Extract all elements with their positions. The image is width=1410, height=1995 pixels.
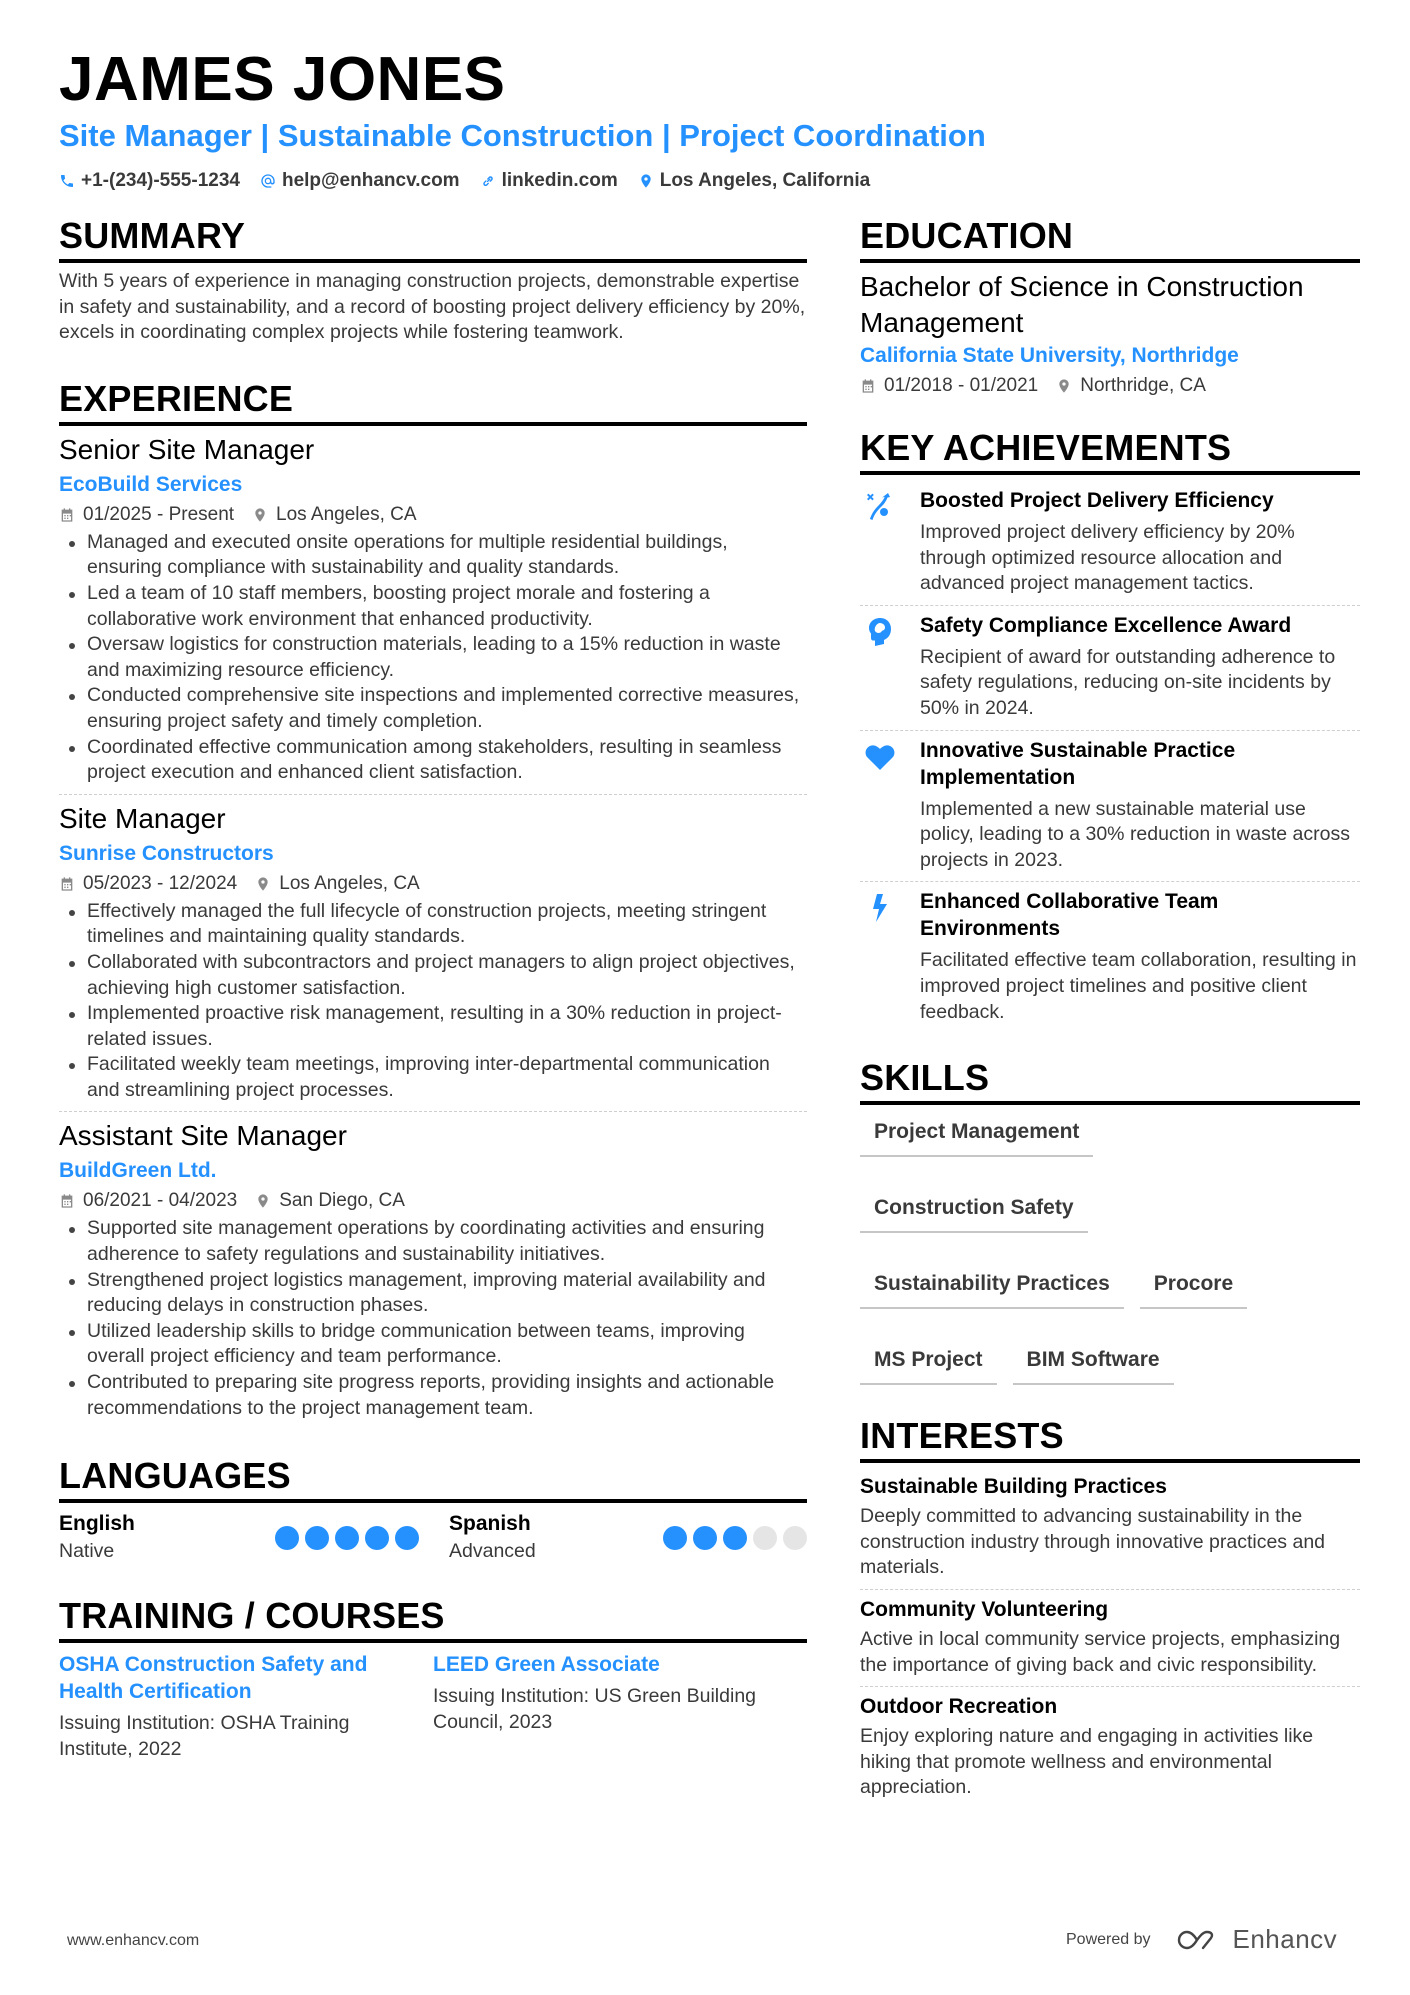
candidate-name: JAMES JONES xyxy=(59,45,506,114)
calendar-icon xyxy=(59,1193,75,1209)
education-dates-text: 01/2018 - 01/2021 xyxy=(884,375,1039,396)
heart-icon xyxy=(864,741,896,773)
job-dates-text: 06/2021 - 04/2023 xyxy=(83,1190,238,1212)
contact-row xyxy=(59,168,1359,194)
contact-phone[interactable] xyxy=(59,168,240,194)
skill-tag: Procore xyxy=(1140,1265,1247,1309)
dot-filled xyxy=(693,1526,717,1550)
dot-filled xyxy=(305,1526,329,1550)
school: California State University, Northridge xyxy=(860,344,1239,367)
bullet: Oversaw logistics for construction materials, leading to a 15% reduction in waste and maximizing resource efficiency. xyxy=(59,632,807,683)
skills-section xyxy=(860,1057,1360,1385)
interest-desc: Deeply committed to advancing sustainability in the construction industry through innovative practices and materials. xyxy=(860,1505,1326,1579)
language-name: Spanish xyxy=(449,1512,531,1536)
dot-filled xyxy=(335,1526,359,1550)
location-icon xyxy=(1056,378,1072,394)
location-text: Los Angeles, California xyxy=(659,170,871,191)
proficiency-dots xyxy=(275,1511,419,1565)
job-entry xyxy=(59,794,807,1112)
section-title-summary: SUMMARY xyxy=(59,215,807,263)
job-meta xyxy=(59,1188,807,1214)
bullet: Utilized leadership skills to bridge communication between teams, improving overall project efficiency and team performance. xyxy=(59,1319,807,1370)
location-icon xyxy=(252,507,268,523)
language-level: Native xyxy=(59,1540,115,1563)
achievement-item xyxy=(860,481,1360,605)
job-location-text: Los Angeles, CA xyxy=(276,503,417,525)
resume-header xyxy=(59,44,1359,194)
achievement-item xyxy=(860,881,1360,1033)
job-company: EcoBuild Services xyxy=(59,472,243,496)
job-bullets xyxy=(59,899,807,1104)
job-entry xyxy=(59,1111,807,1429)
course-title: LEED Green Associate xyxy=(433,1653,660,1677)
job-dates xyxy=(59,871,237,897)
skill-tag: Project Management xyxy=(860,1113,1093,1157)
language-item xyxy=(59,1511,449,1565)
achievement-desc: Recipient of award for outstanding adherence to safety regulations, reducing on-site incidents by 50% in 2024. xyxy=(920,645,1336,719)
interest-item xyxy=(860,1686,1360,1809)
brain-head-icon xyxy=(864,616,896,648)
bullet: Managed and executed onsite operations for multiple residential buildings, ensuring compliance with sustainability and quality standards. xyxy=(59,530,807,581)
course-desc: Issuing Institution: OSHA Training Institute, 2022 xyxy=(59,1712,350,1760)
dot-empty xyxy=(753,1526,777,1550)
section-title-achievements: KEY ACHIEVEMENTS xyxy=(860,427,1360,475)
location-icon xyxy=(255,1193,271,1209)
contact-linkedin[interactable] xyxy=(480,168,618,194)
education-section xyxy=(860,215,1360,399)
brand-name: Enhancv xyxy=(1232,1924,1338,1954)
bullet: Implemented proactive risk management, resulting in a 30% reduction in project-related issues. xyxy=(59,1001,807,1052)
enhancv-logo[interactable] xyxy=(1175,1924,1338,1955)
bullet: Collaborated with subcontractors and project managers to align project objectives, achieving high customer satisfaction. xyxy=(59,950,807,1001)
phone-icon xyxy=(59,173,75,189)
bullet: Supported site management operations by coordinating activities and ensuring adherence to safety regulations and sustainability initiatives. xyxy=(59,1216,807,1267)
bullet: Facilitated weekly team meetings, improving inter-departmental communication and streamlining project processes. xyxy=(59,1052,807,1103)
interest-desc: Enjoy exploring nature and engaging in activities like hiking that promote wellness and environmental appreciation. xyxy=(860,1725,1314,1799)
job-bullets xyxy=(59,530,807,786)
section-title-training: TRAINING / COURSES xyxy=(59,1595,807,1643)
interest-title: Community Volunteering xyxy=(860,1597,1109,1621)
job-dates-text: 01/2025 - Present xyxy=(83,503,235,525)
bullet: Coordinated effective communication among stakeholders, resulting in seamless project execution and enhanced client satisfaction. xyxy=(59,735,807,786)
job-meta xyxy=(59,871,807,897)
interest-desc: Active in local community service projects, emphasizing the importance of giving back and civic responsibility. xyxy=(860,1627,1341,1676)
achievement-title: Enhanced Collaborative Team Environments xyxy=(920,890,1219,941)
proficiency-dots xyxy=(663,1511,807,1565)
skill-tag: Sustainability Practices xyxy=(860,1265,1124,1309)
powered-by-label: Powered by xyxy=(1066,1930,1151,1948)
languages-section xyxy=(59,1455,807,1565)
bullet: Conducted comprehensive site inspections and implemented corrective measures, ensuring project safety and timely completion. xyxy=(59,683,807,734)
education-location-text: Northridge, CA xyxy=(1080,375,1206,396)
interest-item xyxy=(860,1589,1360,1686)
linkedin-text: linkedin.com xyxy=(501,170,618,191)
contact-email[interactable] xyxy=(260,168,460,194)
location-icon xyxy=(638,173,654,189)
skill-tag: Construction Safety xyxy=(860,1189,1088,1233)
summary-text: With 5 years of experience in managing construction projects, demonstrable expertise in safety and sustainability, and a record of boosting project delivery efficiency by 20%, excels in coordinating complex projects while fostering teamwork. xyxy=(59,270,806,344)
achievements-section xyxy=(860,427,1360,1033)
footer-website[interactable]: www.enhancv.com xyxy=(67,1932,200,1949)
job-company: Sunrise Constructors xyxy=(59,841,274,865)
lightning-icon xyxy=(864,892,896,924)
skill-list xyxy=(860,1113,1320,1385)
job-title: Assistant Site Manager xyxy=(59,1120,347,1152)
course-item xyxy=(433,1651,807,1762)
calendar-icon xyxy=(59,507,75,523)
experience-section xyxy=(59,378,807,1429)
email-text: help@enhancv.com xyxy=(281,170,460,191)
education-location xyxy=(1056,373,1206,399)
job-location xyxy=(255,871,419,897)
job-dates xyxy=(59,1188,237,1214)
section-title-interests: INTERESTS xyxy=(860,1415,1360,1463)
education-meta xyxy=(860,373,1360,399)
footer-branding xyxy=(1066,1924,1337,1955)
dot-filled xyxy=(365,1526,389,1550)
course-item xyxy=(59,1651,433,1762)
dot-filled xyxy=(395,1526,419,1550)
language-level: Advanced xyxy=(449,1540,536,1563)
degree: Bachelor of Science in Construction Management xyxy=(860,271,1304,338)
language-list xyxy=(59,1511,807,1565)
contact-location xyxy=(638,168,870,194)
education-dates xyxy=(860,373,1038,399)
achievement-title: Innovative Sustainable Practice Implementation xyxy=(920,738,1236,789)
achievement-desc: Facilitated effective team collaboration, resulting in improved project timelines and positive client feedback. xyxy=(920,949,1357,1023)
achievement-title: Safety Compliance Excellence Award xyxy=(920,613,1292,637)
job-title: Site Manager xyxy=(59,802,226,834)
job-location xyxy=(255,1188,405,1214)
section-title-skills: SKILLS xyxy=(860,1057,1360,1105)
dot-filled xyxy=(723,1526,747,1550)
bullet: Effectively managed the full lifecycle of construction projects, meeting stringent timelines and maintaining quality standards. xyxy=(59,899,807,950)
job-location xyxy=(252,502,416,528)
left-column xyxy=(59,215,807,1762)
link-icon xyxy=(480,173,496,189)
dot-filled xyxy=(275,1526,299,1550)
enhancv-logo-icon xyxy=(1175,1927,1223,1953)
achievement-title: Boosted Project Delivery Efficiency xyxy=(920,489,1274,512)
course-list xyxy=(59,1651,807,1762)
job-bullets xyxy=(59,1216,807,1421)
achievement-item xyxy=(860,605,1360,730)
job-dates-text: 05/2023 - 12/2024 xyxy=(83,872,238,894)
bullet: Contributed to preparing site progress reports, providing insights and actionable recommendations to the project management team. xyxy=(59,1370,807,1421)
section-title-languages: LANGUAGES xyxy=(59,1455,807,1503)
phone-text: +1-(234)-555-1234 xyxy=(81,170,240,191)
strategy-icon xyxy=(864,491,896,523)
section-title-experience: EXPERIENCE xyxy=(59,378,807,426)
dot-filled xyxy=(663,1526,687,1550)
achievement-item xyxy=(860,730,1360,882)
job-meta xyxy=(59,502,807,528)
at-icon xyxy=(260,173,276,189)
interest-item xyxy=(860,1469,1360,1589)
achievement-desc: Improved project delivery efficiency by 20% through optimized resource allocation and advanced project management tactics. xyxy=(920,521,1295,595)
location-icon xyxy=(255,876,271,892)
right-column xyxy=(860,215,1360,1809)
language-item xyxy=(449,1511,807,1565)
job-entry xyxy=(59,432,807,794)
skill-tag: BIM Software xyxy=(1013,1341,1174,1385)
tagline: Site Manager | Sustainable Construction | Project Coordination xyxy=(59,118,986,153)
interest-title: Sustainable Building Practices xyxy=(860,1475,1167,1499)
skill-tag: MS Project xyxy=(860,1341,997,1385)
language-name: English xyxy=(59,1512,135,1536)
job-dates xyxy=(59,502,234,528)
dot-empty xyxy=(783,1526,807,1550)
calendar-icon xyxy=(860,378,876,394)
interest-title: Outdoor Recreation xyxy=(860,1695,1058,1719)
job-company: BuildGreen Ltd. xyxy=(59,1159,217,1183)
bullet: Led a team of 10 staff members, boosting project morale and fostering a collaborative work environment that enhanced productivity. xyxy=(59,581,807,632)
interests-section xyxy=(860,1415,1360,1809)
summary-section xyxy=(59,215,807,346)
achievement-desc: Implemented a new sustainable material use policy, leading to a 30% reduction in waste across projects in 2023. xyxy=(920,797,1350,871)
course-title: OSHA Construction Safety and Health Certification xyxy=(59,1653,368,1704)
bullet: Strengthened project logistics management, improving material availability and reducing delays in construction phases. xyxy=(59,1268,807,1319)
job-location-text: San Diego, CA xyxy=(279,1190,405,1212)
course-desc: Issuing Institution: US Green Building Council, 2023 xyxy=(433,1685,757,1733)
job-location-text: Los Angeles, CA xyxy=(279,872,420,894)
section-title-education: EDUCATION xyxy=(860,215,1360,263)
calendar-icon xyxy=(59,876,75,892)
training-section xyxy=(59,1595,807,1762)
job-title: Senior Site Manager xyxy=(59,433,315,465)
